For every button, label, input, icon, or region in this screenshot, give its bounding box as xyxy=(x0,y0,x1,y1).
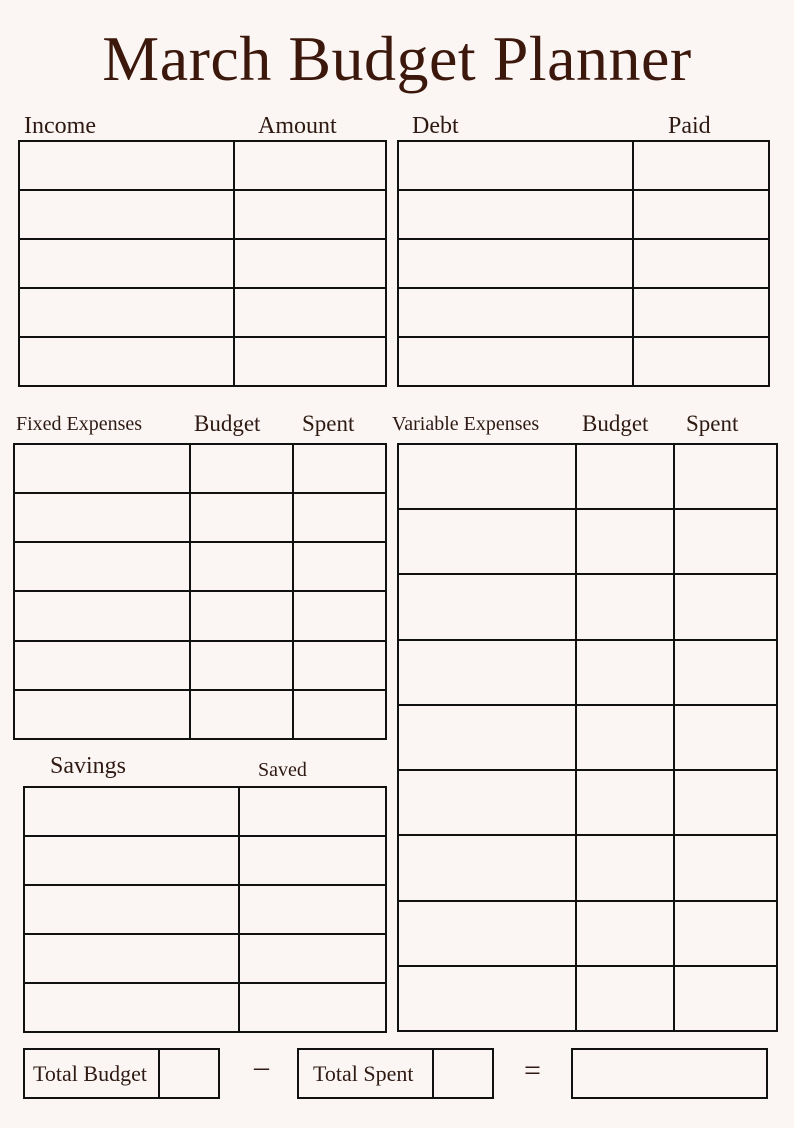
fixed-expense-cell[interactable] xyxy=(293,542,386,591)
variable-expense-cell[interactable] xyxy=(674,574,777,639)
savings-cell[interactable] xyxy=(239,836,386,885)
variable-expense-cell[interactable] xyxy=(674,901,777,966)
fixed-expense-cell[interactable] xyxy=(190,641,293,690)
total-spent-field[interactable] xyxy=(432,1050,492,1097)
variable-expense-cell[interactable] xyxy=(398,705,576,770)
fixed-budget-header: Budget xyxy=(194,411,261,436)
debt-row xyxy=(398,190,769,239)
income-cell[interactable] xyxy=(19,337,234,386)
total-budget-box xyxy=(23,1048,220,1099)
fixed-expense-cell[interactable] xyxy=(293,591,386,640)
savings-cell[interactable] xyxy=(24,983,239,1032)
debt-header: Debt xyxy=(412,113,459,139)
income-cell[interactable] xyxy=(234,141,386,190)
income-cell[interactable] xyxy=(234,288,386,337)
page-title: March Budget Planner xyxy=(102,23,692,94)
income-cell[interactable] xyxy=(234,337,386,386)
debt-cell[interactable] xyxy=(633,190,769,239)
debt-cell[interactable] xyxy=(398,337,633,386)
variable-expense-row xyxy=(398,444,777,509)
savings-cell[interactable] xyxy=(239,787,386,836)
variable-expenses-header: Variable Expenses xyxy=(392,413,540,435)
fixed-expense-row xyxy=(14,493,386,542)
savings-cell[interactable] xyxy=(24,787,239,836)
variable-expense-cell[interactable] xyxy=(576,509,674,574)
income-row xyxy=(19,141,386,190)
fixed-expense-cell[interactable] xyxy=(14,690,190,739)
fixed-expense-row xyxy=(14,591,386,640)
fixed-expense-row xyxy=(14,542,386,591)
variable-expense-cell[interactable] xyxy=(398,901,576,966)
income-row xyxy=(19,239,386,288)
variable-expense-cell[interactable] xyxy=(576,835,674,900)
debt-table xyxy=(397,140,770,387)
debt-cell[interactable] xyxy=(398,190,633,239)
fixed-expense-cell[interactable] xyxy=(293,493,386,542)
variable-expense-cell[interactable] xyxy=(576,770,674,835)
variable-expense-cell[interactable] xyxy=(674,770,777,835)
debt-cell[interactable] xyxy=(398,141,633,190)
debt-row xyxy=(398,288,769,337)
variable-expense-cell[interactable] xyxy=(576,640,674,705)
fixed-spent-header: Spent xyxy=(302,411,355,436)
fixed-expense-cell[interactable] xyxy=(190,591,293,640)
variable-expense-row xyxy=(398,835,777,900)
debt-cell[interactable] xyxy=(633,141,769,190)
result-field[interactable] xyxy=(571,1048,768,1099)
savings-cell[interactable] xyxy=(24,934,239,983)
variable-expense-cell[interactable] xyxy=(576,705,674,770)
fixed-expenses-header: Fixed Expenses xyxy=(16,413,143,435)
fixed-expense-cell[interactable] xyxy=(293,690,386,739)
savings-cell[interactable] xyxy=(24,885,239,934)
fixed-expense-cell[interactable] xyxy=(293,444,386,493)
total-spent-label: Total Spent xyxy=(313,1060,414,1086)
fixed-expense-cell[interactable] xyxy=(14,591,190,640)
savings-cell[interactable] xyxy=(239,885,386,934)
income-row xyxy=(19,190,386,239)
total-spent-box xyxy=(297,1048,494,1099)
variable-expense-cell[interactable] xyxy=(674,705,777,770)
variable-expense-row xyxy=(398,966,777,1031)
debt-row xyxy=(398,141,769,190)
income-cell[interactable] xyxy=(234,239,386,288)
variable-spent-header: Spent xyxy=(686,411,739,436)
debt-paid-header: Paid xyxy=(668,113,711,139)
fixed-expense-row xyxy=(14,690,386,739)
income-cell[interactable] xyxy=(19,239,234,288)
income-amount-header: Amount xyxy=(258,113,337,139)
savings-row xyxy=(24,787,386,836)
debt-row xyxy=(398,239,769,288)
variable-expense-row xyxy=(398,509,777,574)
fixed-expense-cell[interactable] xyxy=(190,444,293,493)
variable-expense-row xyxy=(398,640,777,705)
variable-expense-cell[interactable] xyxy=(576,444,674,509)
fixed-expenses-table xyxy=(13,443,387,740)
income-cell[interactable] xyxy=(19,288,234,337)
fixed-expense-cell[interactable] xyxy=(190,690,293,739)
variable-budget-header: Budget xyxy=(582,411,649,436)
savings-header: Savings xyxy=(50,753,127,779)
savings-cell[interactable] xyxy=(24,836,239,885)
debt-cell[interactable] xyxy=(633,337,769,386)
savings-row xyxy=(24,836,386,885)
variable-expense-row xyxy=(398,574,777,639)
fixed-expense-row xyxy=(14,444,386,493)
variable-expense-cell[interactable] xyxy=(398,640,576,705)
variable-expense-cell[interactable] xyxy=(398,509,576,574)
savings-saved-header: Saved xyxy=(258,759,307,781)
fixed-expense-row xyxy=(14,641,386,690)
income-row xyxy=(19,288,386,337)
savings-table xyxy=(23,786,387,1033)
savings-cell[interactable] xyxy=(239,983,386,1032)
variable-expense-cell[interactable] xyxy=(576,966,674,1031)
variable-expense-cell[interactable] xyxy=(674,640,777,705)
income-cell[interactable] xyxy=(19,190,234,239)
debt-row xyxy=(398,337,769,386)
fixed-expense-cell[interactable] xyxy=(190,542,293,591)
savings-row xyxy=(24,983,386,1032)
fixed-expense-cell[interactable] xyxy=(14,641,190,690)
income-header: Income xyxy=(24,113,96,139)
fixed-expense-cell[interactable] xyxy=(293,641,386,690)
debt-cell[interactable] xyxy=(633,239,769,288)
variable-expense-row xyxy=(398,705,777,770)
debt-cell[interactable] xyxy=(398,239,633,288)
savings-row xyxy=(24,934,386,983)
total-budget-field[interactable] xyxy=(158,1050,218,1097)
fixed-expense-cell[interactable] xyxy=(14,542,190,591)
variable-expense-cell[interactable] xyxy=(674,835,777,900)
variable-expense-cell[interactable] xyxy=(674,444,777,509)
income-cell[interactable] xyxy=(19,141,234,190)
variable-expense-row xyxy=(398,770,777,835)
savings-cell[interactable] xyxy=(239,934,386,983)
variable-expenses-table xyxy=(397,443,778,1032)
variable-expense-cell[interactable] xyxy=(576,901,674,966)
fixed-expense-cell[interactable] xyxy=(14,444,190,493)
fixed-expense-cell[interactable] xyxy=(14,493,190,542)
variable-expense-cell[interactable] xyxy=(398,966,576,1031)
total-budget-label: Total Budget xyxy=(33,1060,147,1086)
variable-expense-cell[interactable] xyxy=(576,574,674,639)
debt-cell[interactable] xyxy=(633,288,769,337)
variable-expense-cell[interactable] xyxy=(674,509,777,574)
income-table xyxy=(18,140,387,387)
minus-sign: – xyxy=(254,1050,269,1083)
variable-expense-row xyxy=(398,901,777,966)
income-row xyxy=(19,337,386,386)
variable-expense-cell[interactable] xyxy=(398,444,576,509)
debt-cell[interactable] xyxy=(398,288,633,337)
equals-sign: = xyxy=(524,1054,541,1087)
fixed-expense-cell[interactable] xyxy=(190,493,293,542)
savings-row xyxy=(24,885,386,934)
income-cell[interactable] xyxy=(234,190,386,239)
variable-expense-cell[interactable] xyxy=(398,770,576,835)
variable-expense-cell[interactable] xyxy=(674,966,777,1031)
variable-expense-cell[interactable] xyxy=(398,835,576,900)
variable-expense-cell[interactable] xyxy=(398,574,576,639)
